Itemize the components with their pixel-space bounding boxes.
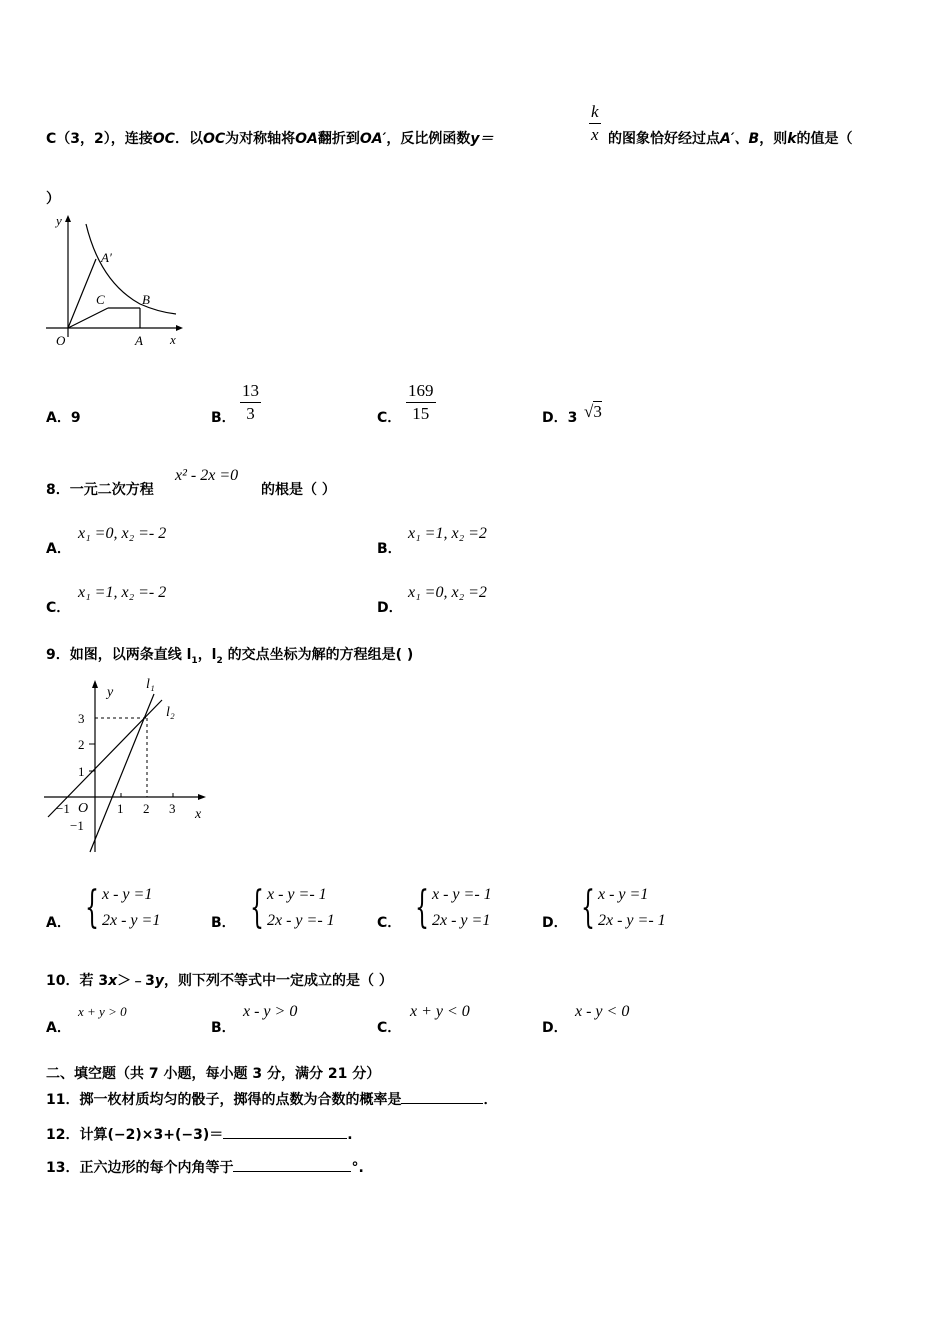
q8-option-a-value: x₁ =0, x₂ =- 2	[78, 525, 167, 542]
q7-option-d[interactable]: D．3	[542, 410, 578, 426]
section-heading: 二、填空题（共 7 小题，每小题 3 分，满分 21 分）	[46, 1066, 381, 1082]
q10-option-a-value: x + y > 0	[78, 1004, 127, 1019]
q8-option-c-value: x₁ =1, x₂ =- 2	[78, 584, 167, 601]
q12: 12．计算(−2)×3+(−3)＝ .	[46, 1127, 353, 1143]
q10-option-a-letter[interactable]: A．	[46, 1020, 71, 1036]
q7-option-a[interactable]: A．9	[46, 410, 81, 426]
q7-label-x: x	[170, 332, 176, 347]
q9-label-l2: l₂	[166, 705, 175, 720]
q9-option-b-system: { x - y =- 1 2x - y =- 1	[250, 882, 335, 933]
q7-label-y: y	[56, 213, 62, 228]
q11-answer-blank[interactable]	[401, 1103, 483, 1104]
q10-option-c-value: x + y < 0	[410, 1003, 470, 1020]
q7-label-A-prime: A′	[101, 250, 112, 265]
q8-option-c-letter[interactable]: C．	[46, 600, 71, 616]
q9-xtick-2: 2	[143, 801, 150, 816]
q10-option-c-letter[interactable]: C．	[377, 1020, 402, 1036]
q9-option-a-letter[interactable]: A．	[46, 915, 71, 931]
q9-figure	[40, 672, 215, 860]
q7-option-b-value: $\frac{13}{3}$	[242, 381, 259, 423]
q8-option-d-letter[interactable]: D．	[377, 600, 403, 616]
q9-option-c-system: { x - y =- 1 2x - y =1	[415, 882, 492, 933]
q8-option-d-value: x₁ =0, x₂ =2	[408, 584, 487, 601]
q7-stem-close: ）	[46, 191, 60, 207]
q10-option-b-value: x - y > 0	[243, 1003, 298, 1020]
q11: 11．掷一枚材质均匀的骰子，掷得的点数为合数的概率是 ．	[46, 1092, 498, 1108]
q9-option-b-letter[interactable]: B．	[211, 915, 236, 931]
q9-option-d-letter[interactable]: D．	[542, 915, 568, 931]
q12-answer-blank[interactable]	[223, 1138, 347, 1139]
q8-stem: 8．一元二次方程	[46, 482, 154, 498]
q8-equation: x² - 2x =0	[175, 467, 239, 484]
q8-option-b-value: x₁ =1, x₂ =2	[408, 525, 487, 542]
q10-option-d-value: x - y < 0	[575, 1003, 630, 1020]
q7-option-c-letter[interactable]: C．	[377, 410, 402, 426]
q10-option-d-letter[interactable]: D．	[542, 1020, 568, 1036]
q7-segment-OA-prime	[68, 259, 96, 328]
q9-ytick-2: 2	[78, 737, 85, 752]
q9-label-l1: l₁	[146, 677, 155, 692]
q13: 13．正六边形的每个内角等于 °.	[46, 1160, 364, 1176]
q13-answer-blank[interactable]	[233, 1171, 351, 1172]
q7-segment-OC	[68, 308, 108, 328]
q7-option-b-letter[interactable]: B．	[211, 410, 236, 426]
q9-ytick-1: 1	[78, 764, 85, 779]
q7-figure	[40, 212, 190, 354]
q8-option-b-letter[interactable]: B．	[377, 541, 402, 557]
q9-xtick-3: 3	[169, 801, 176, 816]
q9-option-a-system: { x - y =1 2x - y =1	[85, 882, 161, 933]
q9-label-x: x	[195, 807, 202, 822]
sqrt-icon: √	[584, 402, 594, 421]
q8-option-a-letter[interactable]: A．	[46, 541, 71, 557]
q9-stem: 9．如图，以两条直线 $l_1$，$l_2$ 的交点坐标为解的方程组是( )	[46, 647, 414, 666]
q7-label-B: B	[142, 292, 150, 307]
q7-label-A: A	[135, 333, 143, 348]
q9-xtick-1: 1	[117, 801, 124, 816]
q7-option-d-sqrt: √3	[584, 402, 602, 421]
q9-ytick-3: 3	[78, 711, 85, 726]
q9-ytick-neg1: −1	[70, 818, 84, 833]
q9-option-c-letter[interactable]: C．	[377, 915, 402, 931]
q7-label-O: O	[56, 333, 66, 348]
q7-stem-tail: 的图象恰好经过点A′、B，则k的值是（	[608, 131, 853, 147]
q8-stem-tail: 的根是（ ）	[261, 482, 336, 498]
q7-label-C: C	[96, 292, 105, 307]
q10-option-b-letter[interactable]: B．	[211, 1020, 236, 1036]
q10-stem: 10．若 3x＞﹣3y，则下列不等式中一定成立的是（ ）	[46, 973, 393, 989]
q9-option-d-system: { x - y =1 2x - y =- 1	[581, 882, 666, 933]
q7-fraction-k-over-x: $\frac{k}{x}$	[591, 102, 599, 144]
q9-xtick-neg1: −1	[56, 801, 70, 816]
q9-label-y: y	[107, 685, 114, 700]
q7-stem: C（3，2），连接OC．以OC为对称轴将OA翻折到OA′，反比例函数y＝	[46, 131, 494, 147]
q9-label-O: O	[78, 801, 89, 816]
q7-option-c-value: $\frac{169}{15}$	[408, 381, 434, 423]
